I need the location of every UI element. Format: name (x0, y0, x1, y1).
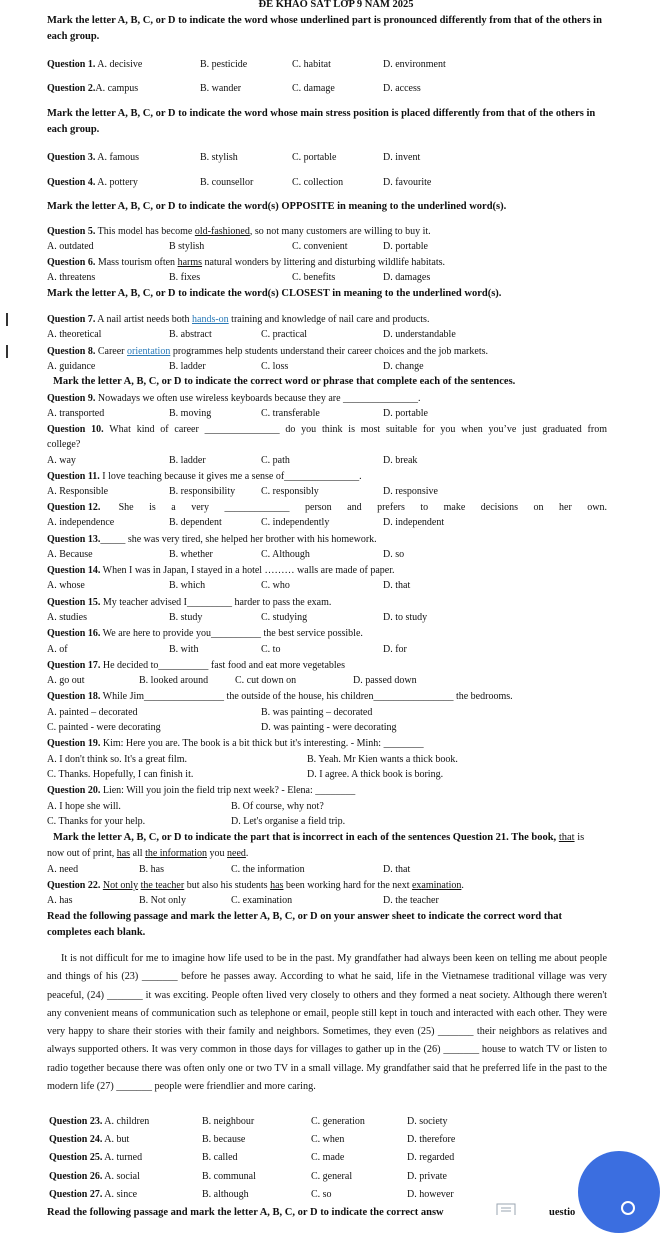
question-5-stem: Question 5. This model has become old-fashioned, so not many customers are willing to buy it. (47, 226, 431, 237)
option-c[interactable]: C. who (261, 580, 290, 591)
question-1 (47, 57, 609, 72)
question-19-options-2 (47, 767, 609, 782)
option-a[interactable]: A. pottery (97, 177, 138, 188)
option-d[interactable]: D. therefore (407, 1134, 456, 1145)
question-label: Question 6. (47, 257, 96, 268)
question-12-options (47, 515, 609, 530)
question-22-options (47, 893, 609, 908)
next-instruction-cut-right: uestio (549, 1207, 576, 1218)
question-21-options (47, 862, 609, 877)
instruction-reading: Read the following passage and mark the letter A, B, C, or D on your answer sheet to indicate the correct word that completes each blank. (47, 911, 562, 938)
option-d[interactable]: D. responsive (383, 486, 438, 497)
question-6-options (47, 270, 609, 285)
question-18-options-1 (47, 705, 609, 720)
underlined-part: has (116, 848, 131, 859)
option-c[interactable]: C. painted - were decorating (47, 722, 161, 733)
question-23 (47, 1114, 609, 1129)
option-d[interactable]: D. to study (383, 612, 428, 623)
page-title: ĐỀ KHẢO SÁT LỚP 9 NĂM 2025 (258, 0, 414, 10)
option-c[interactable]: C. studying (261, 612, 308, 623)
search-icon (621, 1201, 635, 1215)
underlined-word-link[interactable]: orientation (127, 346, 171, 357)
option-b[interactable]: B. study (169, 612, 203, 623)
instruction-incorrect: Mark the letter A, B, C, or D to indicate the part that is incorrect in each of the sentences Question 21. The book, that is (53, 832, 585, 843)
question-14-stem: Question 14. When I was in Japan, I stayed in a hotel ……… walls are made of paper. (47, 565, 395, 576)
option-c[interactable]: C. generation (311, 1116, 365, 1127)
underlined-part: the teacher (140, 880, 185, 891)
option-c[interactable]: C. to (261, 644, 281, 655)
option-a[interactable]: A. transported (47, 408, 105, 419)
option-c[interactable]: C. Although (261, 549, 310, 560)
option-b[interactable]: B. pesticide (200, 59, 248, 70)
question-11-options (47, 484, 609, 499)
question-19-stem: Question 19. Kim: Here you are. The book is a bit thick but it's interesting. - Minh: ________ (47, 738, 424, 749)
question-8-stem: Question 8. Career orientation programmes help students understand their career choices and the job markets. (47, 346, 488, 357)
option-a[interactable]: A. go out (47, 675, 85, 686)
option-a[interactable]: A. famous (97, 152, 139, 163)
document-icon[interactable] (496, 1203, 516, 1215)
option-d[interactable]: D. portable (383, 241, 428, 252)
option-b[interactable]: B. Of course, why not? (231, 801, 324, 812)
option-a[interactable]: A. campus (95, 83, 139, 94)
option-b[interactable]: B. although (202, 1189, 249, 1200)
underlined-word: harms (177, 257, 203, 268)
question-5-options (47, 239, 609, 254)
option-d[interactable]: D. access (383, 83, 421, 94)
option-c[interactable]: C. damage (292, 83, 335, 94)
option-b[interactable]: B. wander (200, 83, 242, 94)
option-a[interactable]: A. independence (47, 517, 115, 528)
option-a[interactable]: A. I hope she will. (47, 801, 121, 812)
question-label: Question 19. (47, 738, 101, 749)
question-label: Question 23. (49, 1116, 103, 1127)
question-15-options (47, 610, 609, 625)
question-24 (47, 1132, 609, 1147)
option-d[interactable]: D. that (383, 580, 411, 591)
option-a[interactable]: A. way (47, 455, 76, 466)
option-a[interactable]: A. whose (47, 580, 85, 591)
option-b[interactable]: B. which (169, 580, 206, 591)
underlined-word-link[interactable]: hands-on (192, 314, 229, 325)
question-3 (47, 150, 609, 165)
search-fab-button[interactable] (578, 1151, 660, 1233)
option-a[interactable]: A. outdated (47, 241, 94, 252)
option-b[interactable]: B. counsellor (200, 177, 254, 188)
option-c[interactable]: C. transferable (261, 408, 320, 419)
option-b[interactable]: B. called (202, 1152, 238, 1163)
question-13-options (47, 547, 609, 562)
question-16-options (47, 642, 609, 657)
option-d[interactable]: D. passed down (353, 675, 417, 686)
option-b[interactable]: B. Not only (139, 895, 186, 906)
question-label: Question 2. (47, 83, 96, 94)
question-21-stem: now out of print, has all the information you need. (47, 848, 249, 859)
question-label: Question 10. (47, 424, 104, 435)
question-17-stem: Question 17. He decided to__________ fast food and eat more vegetables (47, 660, 345, 671)
question-15-stem: Question 15. My teacher advised I_________ harder to pass the exam. (47, 597, 332, 608)
question-label: Question 13. (47, 534, 101, 545)
option-b[interactable]: B. communal (202, 1171, 256, 1182)
option-a[interactable]: A. theoretical (47, 329, 102, 340)
question-17-options (47, 673, 609, 688)
question-label: Question 25. (49, 1152, 103, 1163)
question-label: Question 12. (47, 502, 101, 513)
question-label: Question 3. (47, 152, 96, 163)
instruction-stress: Mark the letter A, B, C, or D to indicate the word whose main stress position is placed differently from that of the others in each group. (47, 108, 596, 135)
option-d[interactable]: D. environment (383, 59, 446, 70)
option-d[interactable]: D. for (383, 644, 407, 655)
question-7-options (47, 327, 609, 342)
question-label: Question 4. (47, 177, 96, 188)
option-a[interactable]: A. guidance (47, 361, 96, 372)
question-9-options (47, 406, 609, 421)
question-11-stem: Question 11. I love teaching because it gives me a sense of_______________. (47, 471, 362, 482)
option-a[interactable]: A. need (47, 864, 79, 875)
option-d[interactable]: D. so (383, 549, 405, 560)
question-2 (47, 81, 609, 96)
instruction-pronunciation: Mark the letter A, B, C, or D to indicate the word whose underlined part is pronounced differently from that of the others in each group. (47, 15, 602, 42)
question-label: Question 15. (47, 597, 101, 608)
question-27 (47, 1187, 609, 1202)
question-label: Question 24. (49, 1134, 103, 1145)
question-20-stem: Question 20. Lien: Will you join the field trip next week? - Elena: ________ (47, 785, 356, 796)
option-d[interactable]: D. that (383, 864, 411, 875)
instruction-complete: Mark the letter A, B, C, or D to indicate the correct word or phrase that complete each of the sentences. (53, 376, 516, 387)
question-label: Question 11. (47, 471, 100, 482)
option-c[interactable]: C. so (311, 1189, 332, 1200)
question-label: Question 22. (47, 880, 101, 891)
question-16-stem: Question 16. We are here to provide you__________ the best service possible. (47, 628, 363, 639)
option-c[interactable]: C. portable (292, 152, 337, 163)
margin-bar (6, 313, 8, 326)
option-c[interactable]: C. convenient (292, 241, 348, 252)
question-10-stem: Question 10. What kind of career _______________ do you think is most suitable for you when you’ve just graduated from (47, 424, 607, 435)
option-a[interactable]: A. of (47, 644, 68, 655)
question-19-options-1 (47, 752, 609, 767)
option-a[interactable]: A. decisive (97, 59, 143, 70)
option-b[interactable]: B. because (202, 1134, 246, 1145)
option-c[interactable]: C. practical (261, 329, 308, 340)
question-label: Question 7. (47, 314, 96, 325)
next-instruction-cut: Read the following passage and mark the letter A, B, C, or D to indicate the correct answ (47, 1207, 444, 1218)
option-a[interactable]: A. painted – decorated (47, 707, 138, 718)
option-a[interactable]: A. Responsible (47, 486, 109, 497)
option-b[interactable]: B. responsibility (169, 486, 236, 497)
option-d[interactable]: D. the teacher (383, 895, 439, 906)
option-c[interactable]: C. independently (261, 517, 330, 528)
question-25 (47, 1150, 609, 1165)
option-c[interactable]: C. when (311, 1134, 345, 1145)
option-b[interactable]: B. was painting – decorated (261, 707, 373, 718)
option-c[interactable]: C. the information (231, 864, 305, 875)
option-d[interactable]: D. understandable (383, 329, 456, 340)
question-9-stem: Question 9. Nowadays we often use wireless keyboards because they are _______________. (47, 393, 421, 404)
question-20-options-2 (47, 814, 609, 829)
option-d[interactable]: D. society (407, 1116, 448, 1127)
underlined-part: need (227, 848, 246, 859)
option-b[interactable]: B. neighbour (202, 1116, 255, 1127)
option-c[interactable]: C. general (311, 1171, 353, 1182)
option-d[interactable]: D. was painting - were decorating (261, 722, 397, 733)
question-label: Question 27. (49, 1189, 103, 1200)
option-b[interactable]: B. has (139, 864, 164, 875)
question-label: Question 14. (47, 565, 101, 576)
option-b[interactable]: B. dependent (169, 517, 222, 528)
margin-bar (6, 345, 8, 358)
option-a[interactable]: A. studies (47, 612, 87, 623)
option-c[interactable]: C. benefits (292, 272, 336, 283)
option-c[interactable]: C. Thanks. Hopefully, I can finish it. (47, 769, 194, 780)
option-d[interactable]: D. however (407, 1189, 454, 1200)
option-d[interactable]: D. change (383, 361, 424, 372)
option-a[interactable]: A. I don't think so. It's a great film. (47, 754, 187, 765)
question-label: Question 17. (47, 660, 101, 671)
option-c[interactable]: C. made (311, 1152, 345, 1163)
question-18-stem: Question 18. While Jim________________ the outside of the house, his children________________ the bedrooms. (47, 691, 513, 702)
option-c[interactable]: C. habitat (292, 59, 331, 70)
option-a[interactable]: A. children (104, 1116, 150, 1127)
instruction-opposite: Mark the letter A, B, C, or D to indicate the word(s) OPPOSITE in meaning to the underlined word(s). (47, 201, 507, 212)
option-d[interactable]: D. invent (383, 152, 421, 163)
underlined-part: examination (411, 880, 462, 891)
option-b[interactable]: B. fixes (169, 272, 201, 283)
option-d[interactable]: D. regarded (407, 1152, 455, 1163)
option-b[interactable]: B. moving (169, 408, 212, 419)
question-label: Question 5. (47, 226, 96, 237)
question-4 (47, 175, 609, 190)
underlined-part: Not only (102, 880, 139, 891)
option-d[interactable]: D. portable (383, 408, 428, 419)
question-22-stem: Question 22. Not only the teacher but also his students has been working hard for the next examination. (47, 880, 464, 891)
option-a[interactable]: A. threatens (47, 272, 96, 283)
option-b[interactable]: B. ladder (169, 361, 206, 372)
underlined-part: has (270, 880, 284, 891)
question-label: Question 1. (47, 59, 96, 70)
option-a[interactable]: A. has (47, 895, 73, 906)
question-label: Question 18. (47, 691, 101, 702)
option-a[interactable]: A. turned (104, 1152, 143, 1163)
question-12-stem: Question 12. She is a very _____________ person and prefers to make decisions on her own. (47, 502, 607, 513)
question-14-options (47, 578, 609, 593)
question-13-stem: Question 13._____ she was very tired, she helped her brother with his homework. (47, 534, 377, 545)
question-8-options (47, 359, 609, 374)
option-b[interactable]: B stylish (169, 241, 205, 252)
option-b[interactable]: B. stylish (200, 152, 238, 163)
question-label: Question 9. (47, 393, 96, 404)
option-c[interactable]: C. loss (261, 361, 289, 372)
option-b[interactable]: B. ladder (169, 455, 206, 466)
option-b[interactable]: B. with (169, 644, 199, 655)
option-d[interactable]: D. break (383, 455, 418, 466)
option-c[interactable]: C. path (261, 455, 290, 466)
question-label: Question 16. (47, 628, 101, 639)
underlined-part: that (558, 832, 575, 843)
option-d[interactable]: D. favourite (383, 177, 432, 188)
question-10-stem-continued: college? (47, 439, 81, 450)
option-a[interactable]: A. social (104, 1171, 140, 1182)
question-18-options-2 (47, 720, 609, 735)
underlined-part: the information (145, 848, 207, 859)
option-a[interactable]: A. but (104, 1134, 130, 1145)
option-a[interactable]: A. since (104, 1189, 138, 1200)
option-c[interactable]: C. collection (292, 177, 344, 188)
option-b[interactable]: B. whether (169, 549, 213, 560)
question-26 (47, 1169, 609, 1184)
option-d[interactable]: D. I agree. A thick book is boring. (307, 769, 444, 780)
option-c[interactable]: C. Thanks for your help. (47, 816, 146, 827)
option-d[interactable]: D. independent (383, 517, 445, 528)
question-10-options (47, 453, 609, 468)
question-label: Question 20. (47, 785, 101, 796)
question-label: Question 26. (49, 1171, 103, 1182)
reading-passage: It is not difficult for me to imagine how life used to be in the past. My grandfather had always been keen on telling me about people and things of his (23) _______ before he passes away. According to what he said, life in the Vietnamese traditional village was very peaceful, (24) _______ it was exciting. People often lived very closely to others and they formed a neat society. Although there weren't any convenient means of communication such as telephone or email, people still kept in touch and interacted with each other. They were very happy to share their stories with their family and neighbors. Sometimes, they even (25) _______ their neighbors as relatives and always supported others. It was very common in those days for villages to gather up in the (26) _______ house to watch TV or listen to radio together because there was often only one or two TV in a small village. My grandfather said that he preferred life in the past to the modern life (27) _______ people were friendlier and more caring. (47, 953, 607, 1093)
option-d[interactable]: D. Let's organise a field trip. (231, 816, 346, 827)
underlined-word: old-fashioned (194, 226, 250, 237)
question-20-options-1 (47, 799, 609, 814)
question-label: Question 8. (47, 346, 96, 357)
option-b[interactable]: B. Yeah. Mr Kien wants a thick book. (307, 754, 458, 765)
option-d[interactable]: D. damages (383, 272, 431, 283)
option-c[interactable]: C. examination (231, 895, 293, 906)
question-6-stem: Question 6. Mass tourism often harms natural wonders by littering and disturbing wildlife habitats. (47, 257, 446, 268)
question-7-stem: Question 7. A nail artist needs both hands-on training and knowledge of nail care and products. (47, 314, 430, 325)
option-c[interactable]: C. responsibly (261, 486, 319, 497)
option-d[interactable]: D. private (407, 1171, 447, 1182)
option-b[interactable]: B. abstract (169, 329, 212, 340)
instruction-closest: Mark the letter A, B, C, or D to indicate the word(s) CLOSEST in meaning to the underlined word(s). (47, 288, 502, 299)
option-a[interactable]: A. Because (47, 549, 93, 560)
option-c[interactable]: C. cut down on (235, 675, 297, 686)
option-b[interactable]: B. looked around (139, 675, 209, 686)
